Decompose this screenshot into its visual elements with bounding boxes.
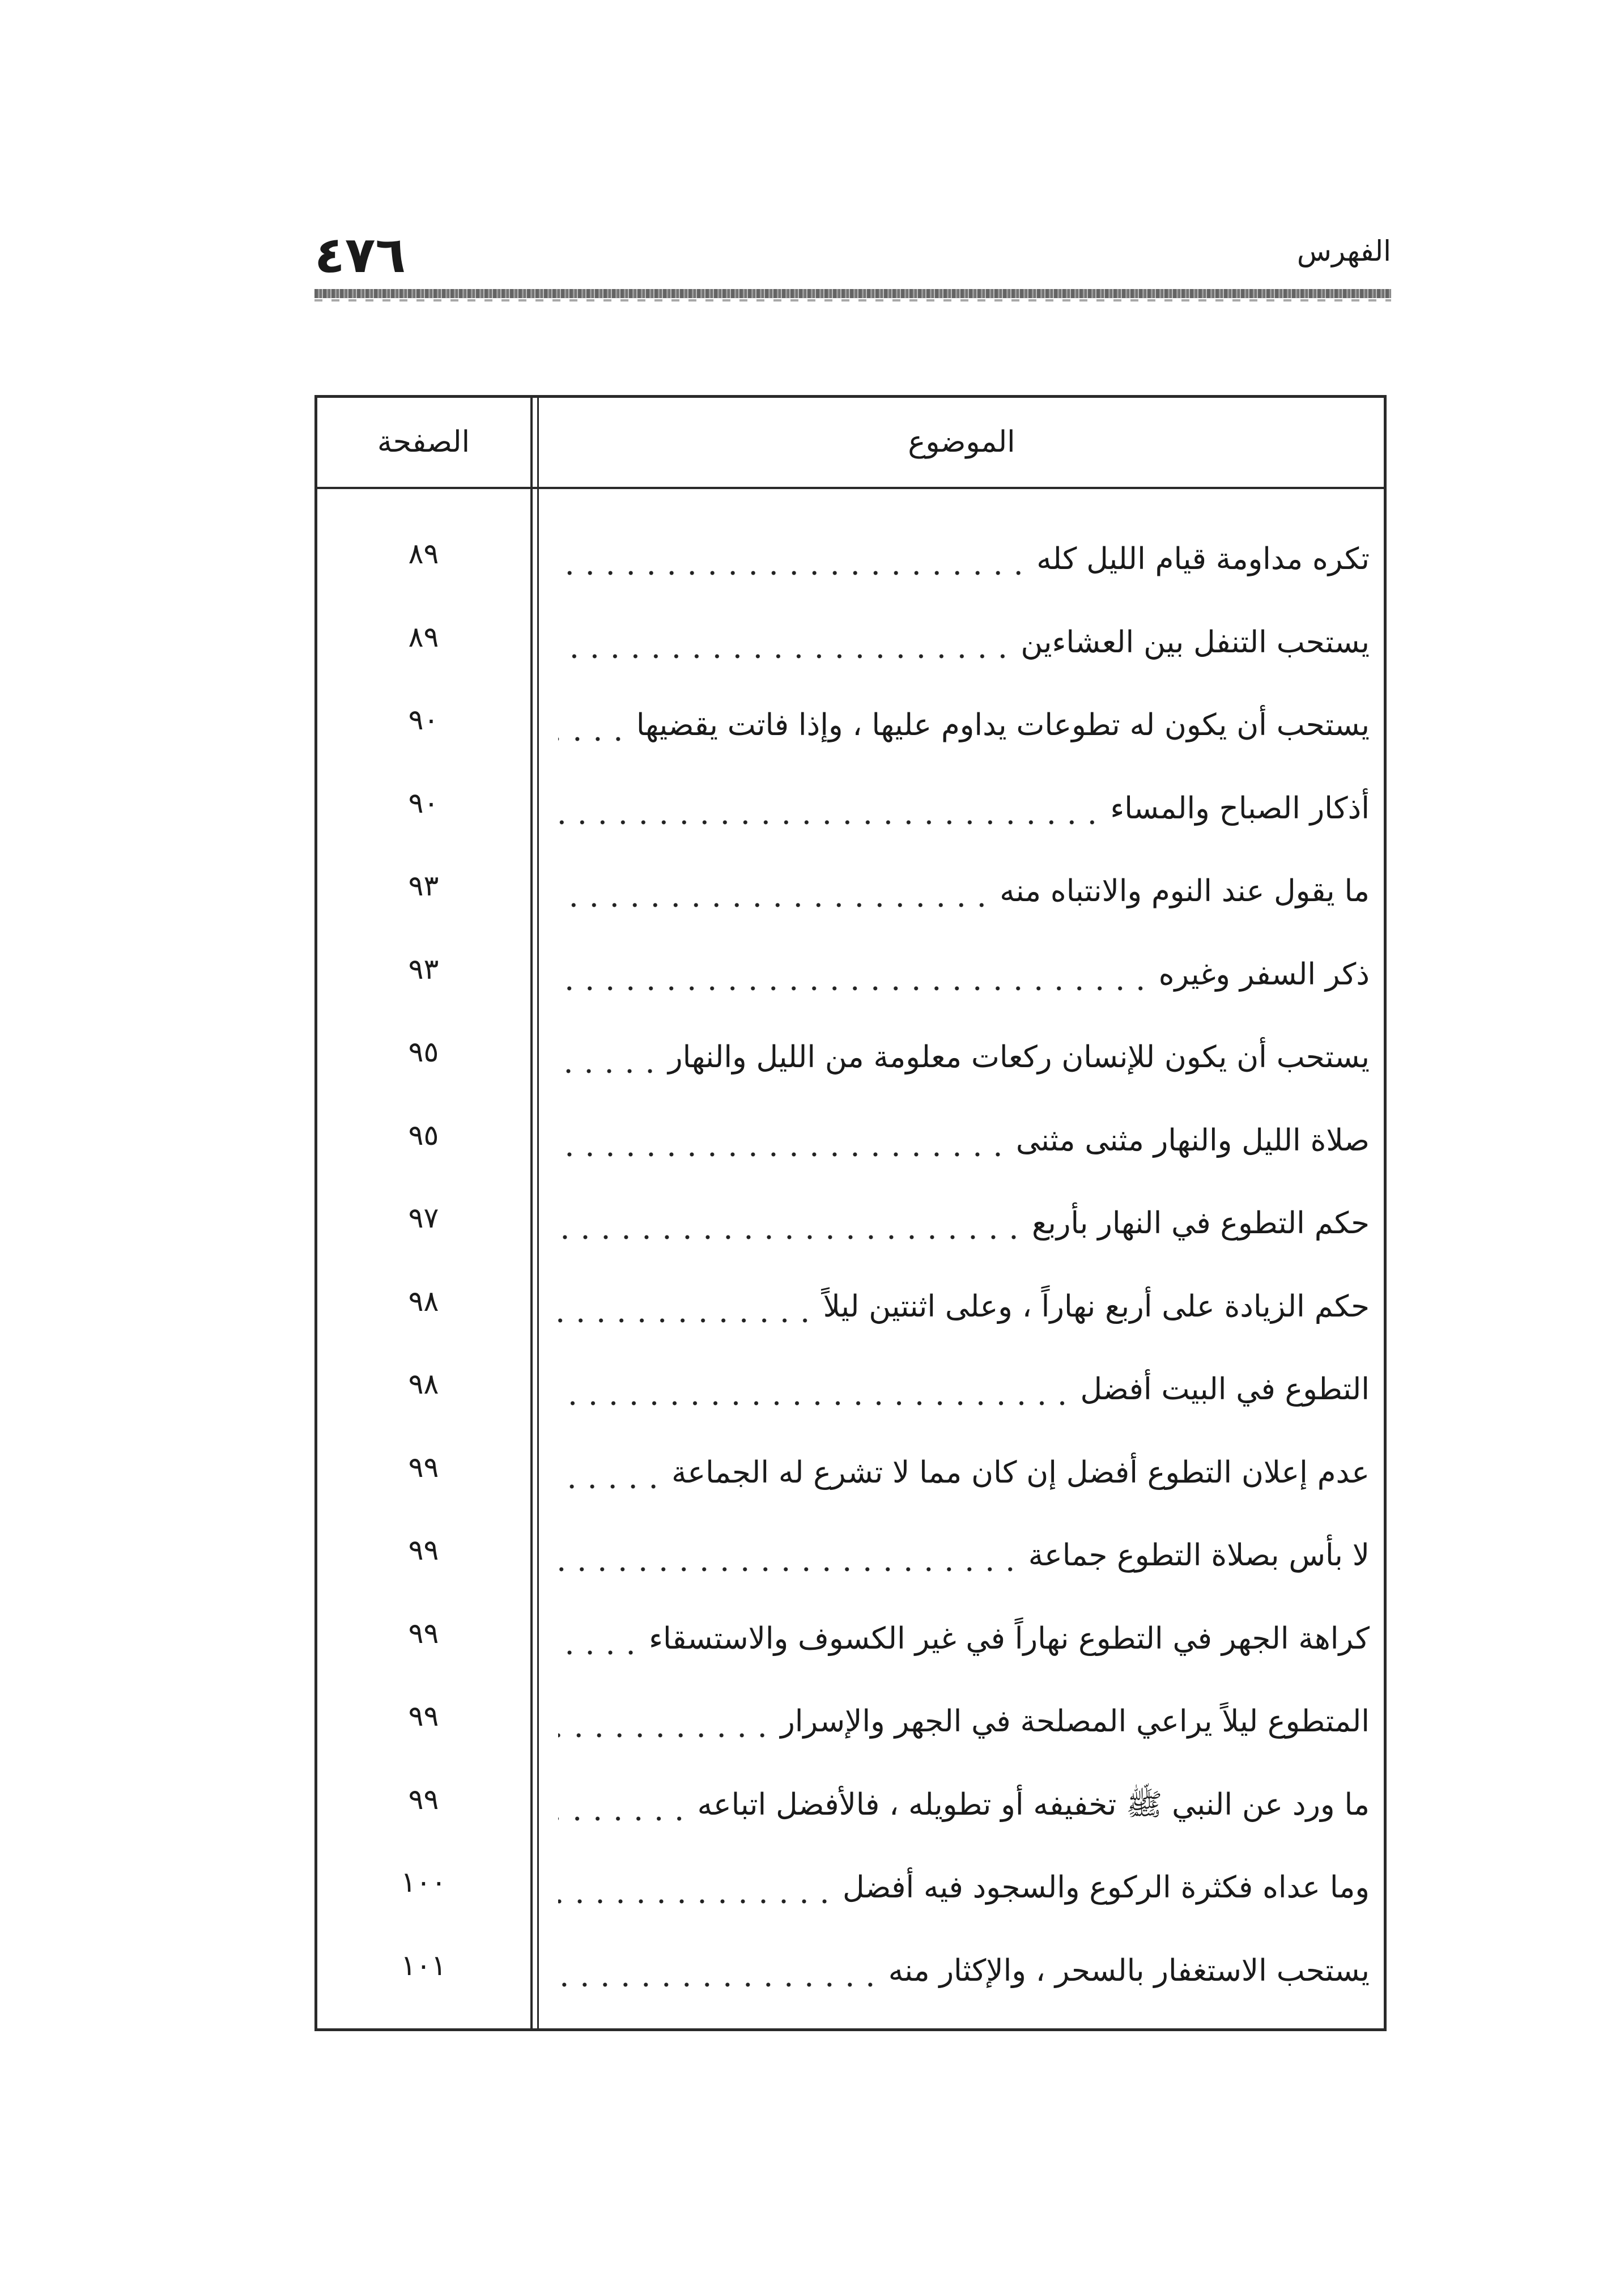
topic-cell [558, 1937, 1370, 1999]
dot-leader [558, 652, 1013, 661]
topic-text: صلاة الليل والنهار مثنى مثنى [1015, 1123, 1370, 1158]
page-reference: ٩٣ [408, 952, 439, 986]
page-reference: ٩٩ [408, 1616, 439, 1650]
index-table [314, 395, 1387, 2031]
index-row [317, 775, 1384, 858]
topic-cell [558, 525, 1370, 588]
index-row [317, 1356, 1384, 1439]
topic-cell [558, 1605, 1370, 1667]
topic-text: التطوع في البيت أفضل [1080, 1372, 1370, 1407]
page-reference: ٩٠ [408, 703, 439, 736]
dot-leader [558, 734, 628, 744]
index-row [317, 1937, 1384, 2020]
dot-leader [558, 1316, 815, 1325]
dot-leader [558, 1399, 1073, 1408]
topic-text: حكم الزيادة على أربع نهاراً ، وعلى اثنتين ليلاً [823, 1289, 1370, 1324]
page-reference: ٨٩ [408, 620, 439, 653]
dot-leader [558, 1150, 1008, 1159]
page-reference: ٨٩ [408, 537, 439, 570]
topic-cell [558, 1688, 1370, 1750]
running-header [314, 224, 1391, 292]
heading-rule [317, 487, 1384, 489]
topic-cell [558, 1107, 1370, 1169]
index-rows [317, 525, 1384, 2020]
page-reference: ٩٨ [408, 1284, 439, 1318]
index-row [317, 1854, 1384, 1937]
topic-text: يستحب أن يكون له تطوعات يداوم عليها ، وإذا فاتت يقضيها [636, 708, 1370, 742]
page-reference: ٩٠ [408, 786, 439, 819]
topic-cell [558, 1190, 1370, 1252]
dot-leader [558, 901, 992, 910]
dot-leader [558, 1482, 664, 1491]
section-title: الفهرس [1296, 235, 1391, 267]
dot-leader [558, 1565, 1021, 1574]
page-reference: ١٠١ [401, 1948, 447, 1982]
topic-text: يستحب أن يكون للإنسان ركعات معلومة من الليل والنهار [668, 1040, 1370, 1075]
dot-leader [558, 818, 1102, 827]
index-row [317, 1522, 1384, 1605]
page-reference: ٩٩ [408, 1450, 439, 1484]
topic-text: ما يقول عند النوم والانتباه منه [1000, 874, 1370, 908]
topic-column-heading: الموضوع [908, 425, 1015, 459]
index-row [317, 1771, 1384, 1854]
topic-cell [558, 1439, 1370, 1501]
page-reference: ٩٩ [408, 1534, 439, 1566]
topic-text: يستحب الاستغفار بالسحر ، والإكثار منه [888, 1953, 1370, 1988]
index-row [317, 1688, 1384, 1771]
dot-leader [558, 1814, 690, 1823]
topic-text: المتطوع ليلاً يراعي المصلحة في الجهر والإسرار [780, 1704, 1370, 1739]
topic-text: ما ورد عن النبي ﷺ تخفيفه أو تطويله ، فالأفضل اتباعه [697, 1787, 1370, 1822]
topic-cell [558, 1771, 1370, 1833]
topic-cell [558, 857, 1370, 920]
topic-cell [558, 775, 1370, 837]
page-reference: ٩٨ [408, 1368, 439, 1400]
page-reference: ٩٥ [408, 1118, 439, 1152]
topic-cell [558, 941, 1370, 1003]
page-reference: ٩٩ [408, 1782, 439, 1816]
index-row [317, 691, 1384, 775]
header-rule [314, 289, 1391, 298]
dot-leader [558, 1648, 641, 1657]
topic-text: كراهة الجهر في التطوع نهاراً في غير الكسوف والاستسقاء [649, 1621, 1370, 1656]
index-row [317, 1190, 1384, 1273]
page-reference: ٩٥ [408, 1035, 439, 1068]
topic-text: ذكر السفر وغيره [1158, 957, 1370, 992]
topic-text: تكره مداومة قيام الليل كله [1036, 542, 1370, 576]
topic-cell [558, 1854, 1370, 1916]
index-row [317, 1439, 1384, 1522]
topic-cell [558, 1522, 1370, 1584]
index-row [317, 1107, 1384, 1190]
topic-cell [558, 609, 1370, 671]
page-reference: ١٠٠ [401, 1866, 447, 1899]
topic-text: وما عداه فكثرة الركوع والسجود فيه أفضل [843, 1870, 1370, 1905]
topic-cell [558, 691, 1370, 754]
page-reference: ٩٩ [408, 1700, 439, 1733]
page-reference: ٩٣ [408, 869, 439, 902]
topic-text: لا بأس بصلاة التطوع جماعة [1028, 1538, 1370, 1573]
topic-cell [558, 1024, 1370, 1086]
topic-text: حكم التطوع في النهار بأربع [1031, 1206, 1370, 1241]
index-row [317, 857, 1384, 941]
page-column-heading: الصفحة [377, 425, 470, 459]
index-row [317, 1024, 1384, 1107]
page-number: ٤٧٦ [314, 226, 406, 284]
dot-leader [558, 1731, 772, 1740]
topic-cell [558, 1356, 1370, 1418]
dot-leader [558, 984, 1151, 993]
page-reference: ٩٧ [408, 1201, 439, 1234]
topic-cell [558, 1273, 1370, 1335]
topic-text: عدم إعلان التطوع أفضل إن كان مما لا تشرع له الجماعة [671, 1455, 1370, 1490]
dot-leader [558, 1233, 1024, 1242]
index-row [317, 1273, 1384, 1356]
dot-leader [558, 1980, 881, 1989]
dot-leader [558, 568, 1028, 578]
index-row [317, 1605, 1384, 1688]
topic-text: يستحب التنفل بين العشاءين [1021, 625, 1370, 660]
index-row [317, 941, 1384, 1024]
dot-leader [558, 1067, 660, 1076]
index-row [317, 525, 1384, 609]
dot-leader [558, 1897, 835, 1906]
topic-text: أذكار الصباح والمساء [1110, 791, 1370, 826]
index-row [317, 609, 1384, 692]
